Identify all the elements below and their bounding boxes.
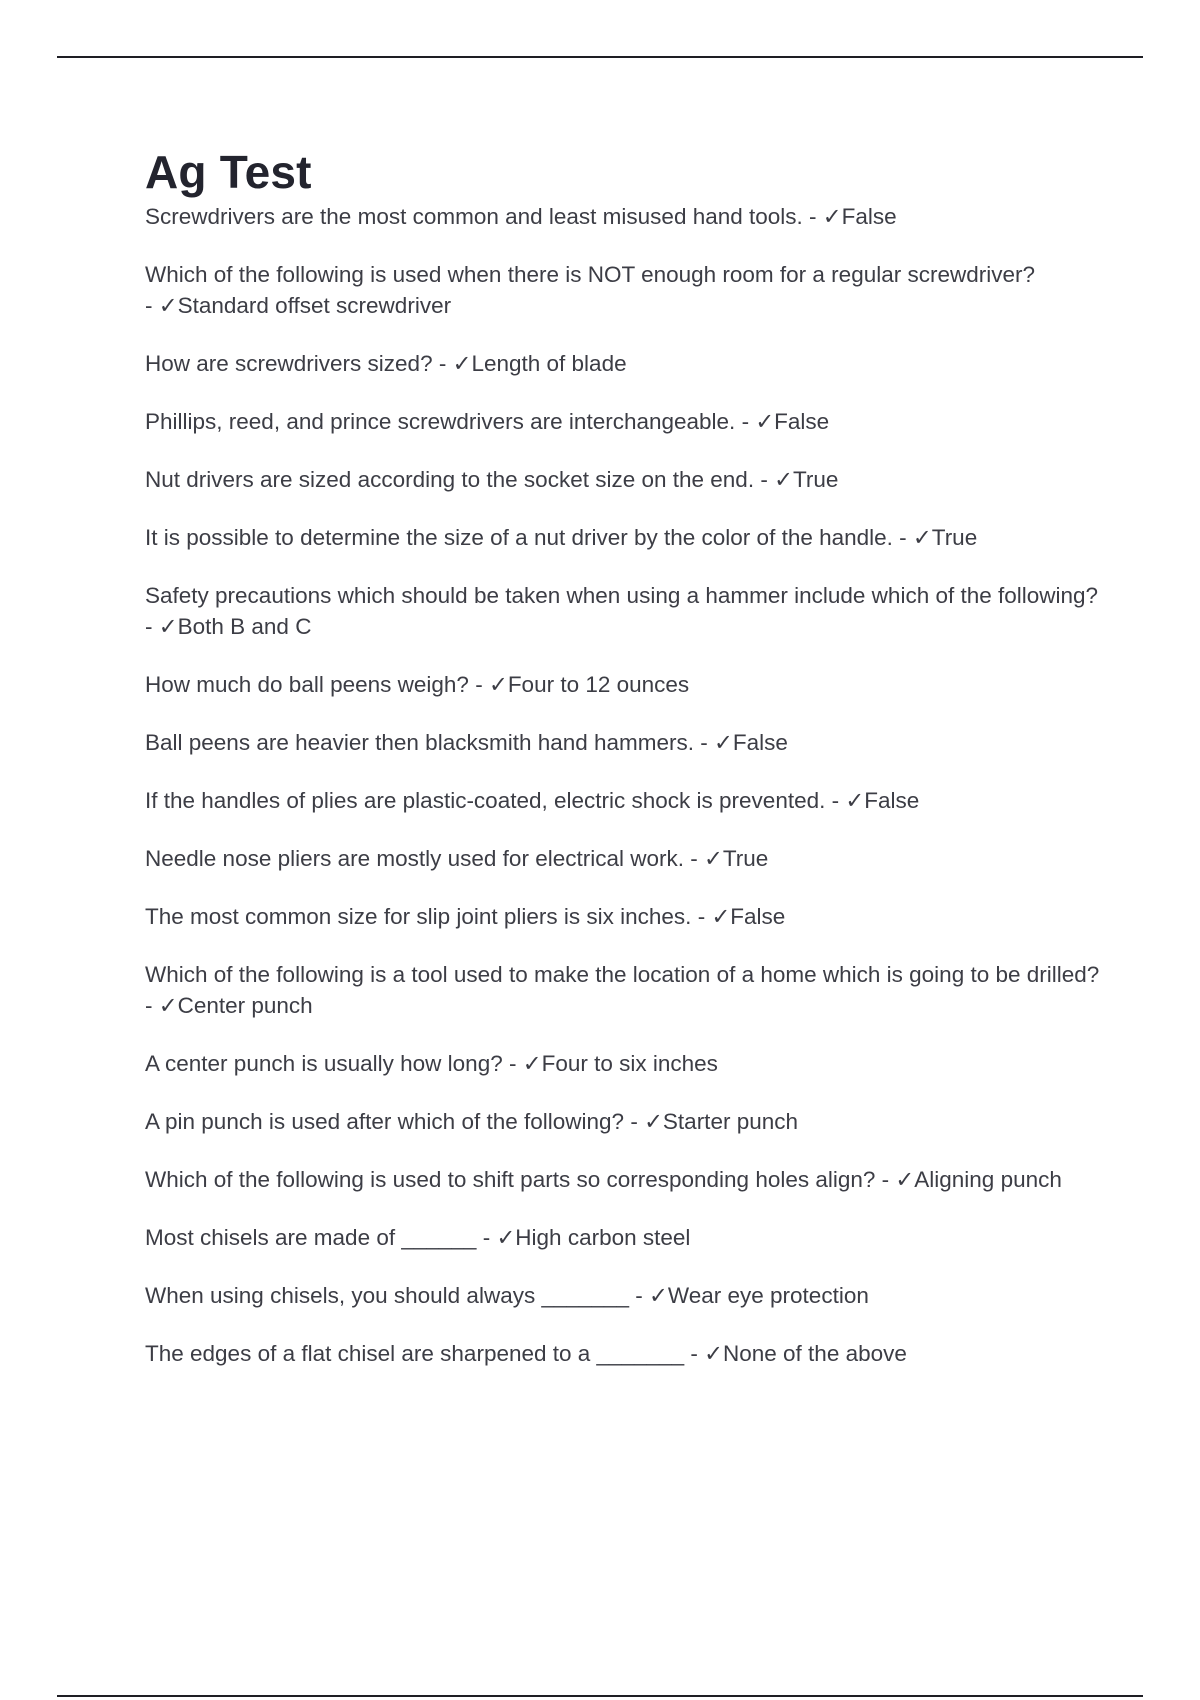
separator-dash: -: [684, 1341, 705, 1366]
answer-text: None of the above: [723, 1341, 907, 1366]
separator-dash: -: [802, 204, 823, 229]
answer-text: False: [864, 788, 920, 813]
question-text: Most chisels are made of ______: [145, 1225, 477, 1250]
check-mark-icon: ✓: [711, 904, 731, 929]
separator-dash: -: [691, 904, 712, 929]
answer-text: Center punch: [177, 993, 313, 1018]
qa-item: [145, 522, 1105, 553]
separator-dash: -: [629, 1283, 650, 1308]
check-mark-icon: ✓: [714, 730, 733, 755]
answer-text: True: [792, 467, 839, 492]
check-mark-icon: ✓: [895, 1167, 915, 1192]
answer-text: Standard offset screwdriver: [177, 293, 452, 318]
answer-text: Both B and C: [177, 614, 312, 639]
check-mark-icon: ✓: [488, 672, 508, 697]
separator-dash: -: [683, 846, 704, 871]
separator-dash: -: [502, 1051, 523, 1076]
answer-text: True: [722, 846, 769, 871]
question-text: Nut drivers are sized according to the socket size on the end.: [145, 467, 755, 492]
answer-text: Aligning punch: [914, 1167, 1062, 1192]
top-rule: [57, 56, 1143, 58]
qa-item: [145, 201, 1105, 232]
qa-item: [145, 959, 1105, 1021]
check-mark-icon: ✓: [845, 788, 865, 813]
question-text: Screwdrivers are the most common and least misused hand tools.: [145, 204, 803, 229]
qa-item: [145, 1048, 1105, 1079]
question-text: A pin punch is used after which of the following?: [145, 1109, 625, 1134]
question-text: Needle nose pliers are mostly used for electrical work.: [145, 846, 684, 871]
qa-item: [145, 259, 1105, 321]
separator-dash: -: [735, 409, 756, 434]
answer-text: False: [841, 204, 897, 229]
qa-item: [145, 785, 1105, 816]
check-mark-icon: ✓: [522, 1051, 542, 1076]
separator-dash: -: [694, 730, 715, 755]
check-mark-icon: ✓: [649, 1283, 668, 1308]
qa-item: [145, 1164, 1105, 1195]
question-text: Ball peens are heavier then blacksmith hand hammers.: [145, 730, 695, 755]
check-mark-icon: ✓: [704, 1341, 723, 1366]
check-mark-icon: ✓: [158, 993, 178, 1018]
answer-text: False: [732, 730, 788, 755]
question-text: When using chisels, you should always _______: [145, 1283, 630, 1308]
question-text: Which of the following is a tool used to make the location of a home which is going to be drilled?: [145, 962, 1100, 987]
check-mark-icon: ✓: [912, 525, 932, 550]
qa-item: [145, 1106, 1105, 1137]
question-text: The most common size for slip joint pliers is six inches.: [145, 904, 692, 929]
check-mark-icon: ✓: [158, 293, 178, 318]
answer-text: False: [730, 904, 786, 929]
qa-item: [145, 727, 1105, 758]
qa-item: [145, 843, 1105, 874]
answer-text: Length of blade: [471, 351, 627, 376]
question-text: How much do ball peens weigh?: [145, 672, 469, 697]
question-text: Safety precautions which should be taken when using a hammer include which of the following?: [145, 583, 1099, 608]
qa-item: [145, 464, 1105, 495]
question-text: Phillips, reed, and prince screwdrivers are interchangeable.: [145, 409, 736, 434]
qa-item: [145, 348, 1105, 379]
document-title: Ag Test: [145, 146, 312, 198]
document-body: [145, 143, 1105, 1369]
answer-text: Four to 12 ounces: [507, 672, 690, 697]
separator-dash: -: [432, 351, 453, 376]
check-mark-icon: ✓: [774, 467, 793, 492]
qa-item: [145, 1338, 1105, 1369]
qa-item: [145, 669, 1105, 700]
answer-text: True: [931, 525, 978, 550]
separator-dash: -: [825, 788, 846, 813]
qa-item: [145, 1280, 1105, 1311]
question-text: A center punch is usually how long?: [145, 1051, 503, 1076]
separator-dash: -: [892, 525, 913, 550]
answer-text: Starter punch: [662, 1109, 798, 1134]
qa-item: [145, 406, 1105, 437]
separator-dash: -: [754, 467, 775, 492]
answer-text: Wear eye protection: [667, 1283, 869, 1308]
check-mark-icon: ✓: [644, 1109, 663, 1134]
question-text: How are screwdrivers sized?: [145, 351, 433, 376]
question-text: Which of the following is used to shift parts so corresponding holes align?: [145, 1167, 876, 1192]
qa-item: [145, 580, 1105, 642]
separator-dash: -: [624, 1109, 645, 1134]
bottom-rule: [57, 1695, 1143, 1697]
qa-item: [145, 1222, 1105, 1253]
answer-text: False: [774, 409, 830, 434]
answer-text: Four to six inches: [541, 1051, 718, 1076]
check-mark-icon: ✓: [755, 409, 775, 434]
question-text: The edges of a flat chisel are sharpened to a _______: [145, 1341, 685, 1366]
question-answer-list: [145, 201, 1105, 1369]
separator-dash: -: [476, 1225, 497, 1250]
separator-dash: -: [145, 293, 159, 318]
separator-dash: -: [875, 1167, 896, 1192]
answer-text: High carbon steel: [515, 1225, 691, 1250]
check-mark-icon: ✓: [452, 351, 472, 376]
question-text: Which of the following is used when there is NOT enough room for a regular screwdriver?: [145, 262, 1036, 287]
separator-dash: -: [145, 993, 159, 1018]
check-mark-icon: ✓: [703, 846, 723, 871]
qa-item: [145, 901, 1105, 932]
check-mark-icon: ✓: [158, 614, 178, 639]
question-text: It is possible to determine the size of a nut driver by the color of the handle.: [145, 525, 893, 550]
separator-dash: -: [145, 614, 159, 639]
separator-dash: -: [468, 672, 489, 697]
question-text: If the handles of plies are plastic-coated, electric shock is prevented.: [145, 788, 826, 813]
check-mark-icon: ✓: [496, 1225, 516, 1250]
check-mark-icon: ✓: [822, 204, 842, 229]
